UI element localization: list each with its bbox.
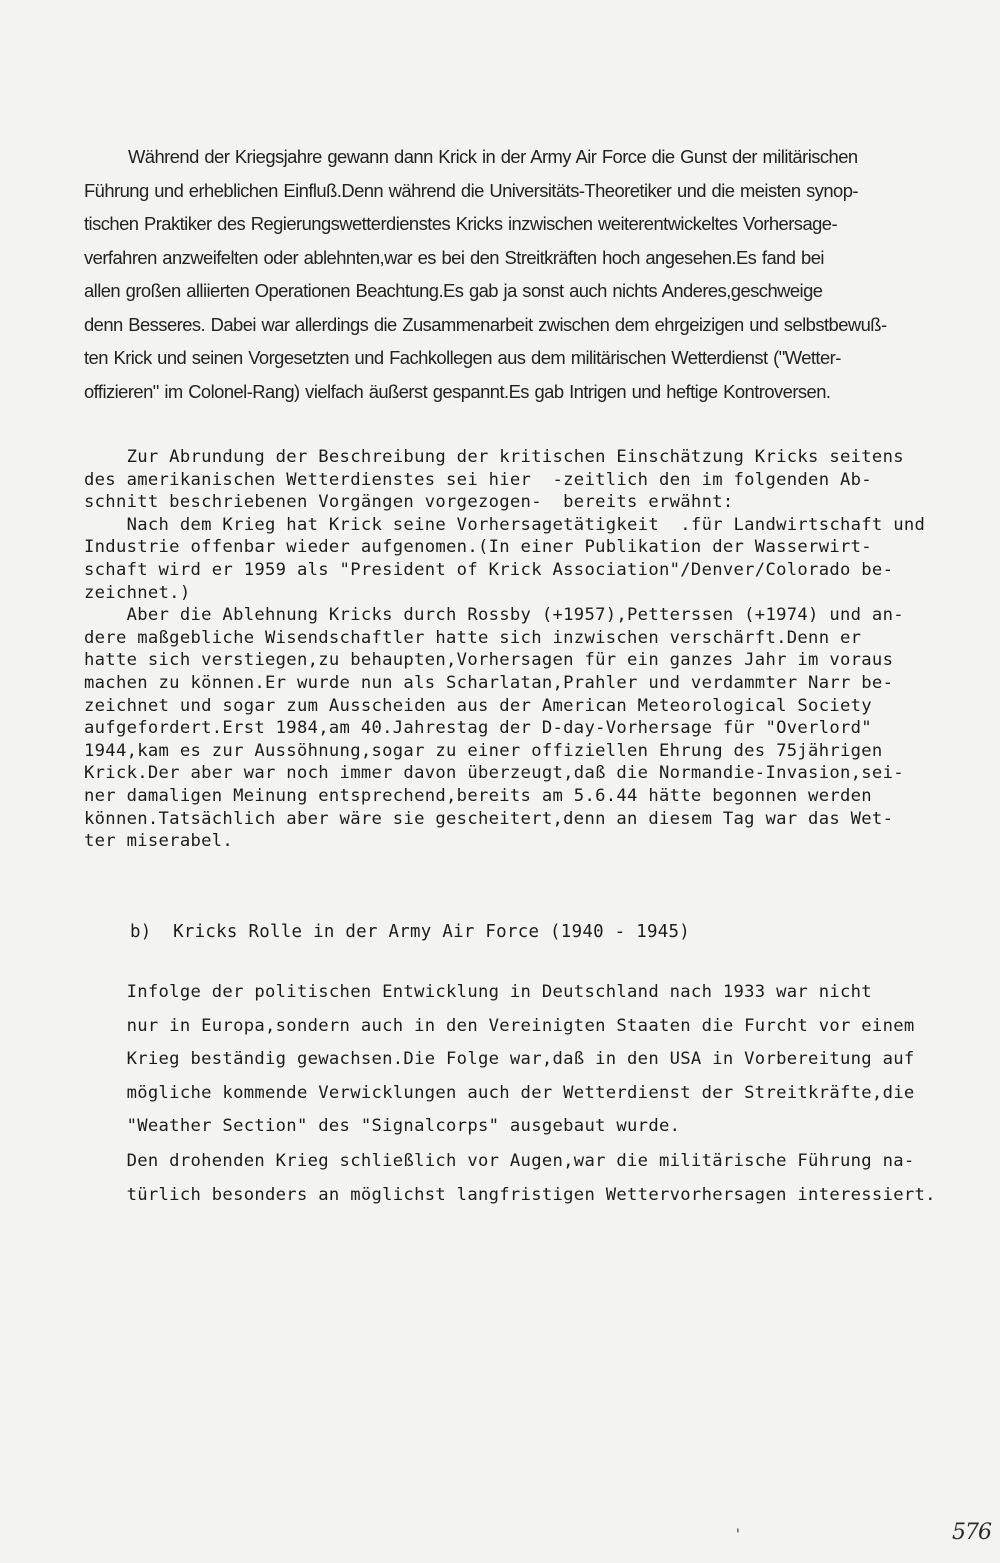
paragraph-long-range-forecasts xyxy=(84,1145,956,1212)
text-line: 1944,kam es zur Aussöhnung,sogar zu einer offiziellen Ehrung des 75jährigen xyxy=(84,740,883,761)
text-line: Krick.Der aber war noch immer davon überzeugt,daß die Normandie-Invasion,sei- xyxy=(84,763,904,784)
text-line: "Weather Section" des "Signalcorps" ausgebaut wurde. xyxy=(84,1116,681,1137)
text-line: Den drohenden Krieg schließlich vor Augen,war die militärische Führung na- xyxy=(84,1151,915,1171)
text-line: Krieg beständig gewachsen.Die Folge war,daß in den USA in Vorbereitung auf xyxy=(84,1049,915,1070)
text-line: hatte sich verstiegen,zu behaupten,Vorhersagen für ein ganzes Jahr im voraus xyxy=(84,650,894,671)
text-line: ner damaligen Meinung entsprechend,bereits am 5.6.44 hätte begonnen werden xyxy=(84,785,872,806)
text-line: aufgefordert.Erst 1984,am 40.Jahrestag der D-day-Vorhersage für "Overlord" xyxy=(84,718,872,739)
text-line: türlich besonders an möglichst langfristigen Wettervorhersagen interessiert. xyxy=(84,1184,936,1205)
text-line: denn Besseres. Dabei war allerdings die Zusammenarbeit zwischen dem ehrgeizigen und selbstbewuß- xyxy=(84,313,887,335)
paragraph-krick-assessment xyxy=(84,446,956,853)
text-line: verfahren anzweifelten oder ablehnten,war es bei den Streitkräften hoch angesehen.Es fand bei xyxy=(84,246,824,268)
text-line: ten Krick und seinen Vorgesetzten und Fachkollegen aus dem militärischen Wetterdienst ("Wetter- xyxy=(84,347,841,368)
text-line: offizieren" im Colonel-Rang) vielfach äußerst gespannt.Es gab Intrigen und heftige Kontroversen. xyxy=(84,380,831,402)
text-line: zeichnet und sogar zum Ausscheiden aus der American Meteorological Society xyxy=(84,695,872,716)
text-line: Nach dem Krieg hat Krick seine Vorhersagetätigkeit .für Landwirtschaft und xyxy=(84,514,926,535)
footer-mark: ' xyxy=(736,1527,740,1543)
text-line: des amerikanischen Wetterdienstes sei hier -zeitlich den im folgenden Ab- xyxy=(84,469,872,490)
text-line: Industrie offenbar wieder aufgenomen.(In einer Publikation der Wasserwirt- xyxy=(84,537,872,558)
section-heading: b) Kricks Rolle in der Army Air Force (1940 - 1945) xyxy=(130,922,691,942)
text-line: allen großen alliierten Operationen Beachtung.Es gab ja sonst auch nichts Anderes,geschweige xyxy=(84,280,823,301)
text-line: zeichnet.) xyxy=(84,582,191,603)
paragraph-political-development xyxy=(84,976,956,1144)
text-line: Aber die Ablehnung Kricks durch Rossby (+1957),Petterssen (+1974) und an- xyxy=(84,605,904,626)
text-line: Zur Abrundung der Beschreibung der kritischen Einschätzung Kricks seitens xyxy=(84,447,904,467)
text-line: schaft wird er 1959 als "President of Krick Association"/Denver/Colorado be- xyxy=(84,559,894,580)
text-line: können.Tatsächlich aber wäre sie gescheitert,denn an diesem Tag war das Wet- xyxy=(84,808,894,829)
text-line: nur in Europa,sondern auch in den Vereinigten Staaten die Furcht vor einem xyxy=(84,1015,915,1036)
page-number: 576 xyxy=(952,1520,991,1545)
text-line: machen zu können.Er wurde nun als Scharlatan,Prahler und verdammter Narr be- xyxy=(84,672,894,693)
text-line: Während der Kriegsjahre gewann dann Krick in der Army Air Force die Gunst der militärischen xyxy=(128,146,858,167)
text-line: Führung und erheblichen Einfluß.Denn während die Universitäts-Theoretiker und die meisten synop- xyxy=(84,179,858,201)
paragraph-army-air-force-influence xyxy=(84,140,956,408)
text-line: mögliche kommende Verwicklungen auch der Wetterdienst der Streitkräfte,die xyxy=(84,1082,915,1103)
text-line: ter miserabel. xyxy=(84,831,234,852)
text-line: schnitt beschriebenen Vorgängen vorgezogen- bereits erwähnt: xyxy=(84,492,734,513)
text-line: dere maßgebliche Wisendschaftler hatte sich inzwischen verschärft.Denn er xyxy=(84,627,862,648)
text-line: tischen Praktiker des Regierungswetterdienstes Kricks inzwischen weiterentwickeltes Vorhersage- xyxy=(84,213,838,234)
text-line: Infolge der politischen Entwicklung in Deutschland nach 1933 war nicht xyxy=(84,982,872,1002)
